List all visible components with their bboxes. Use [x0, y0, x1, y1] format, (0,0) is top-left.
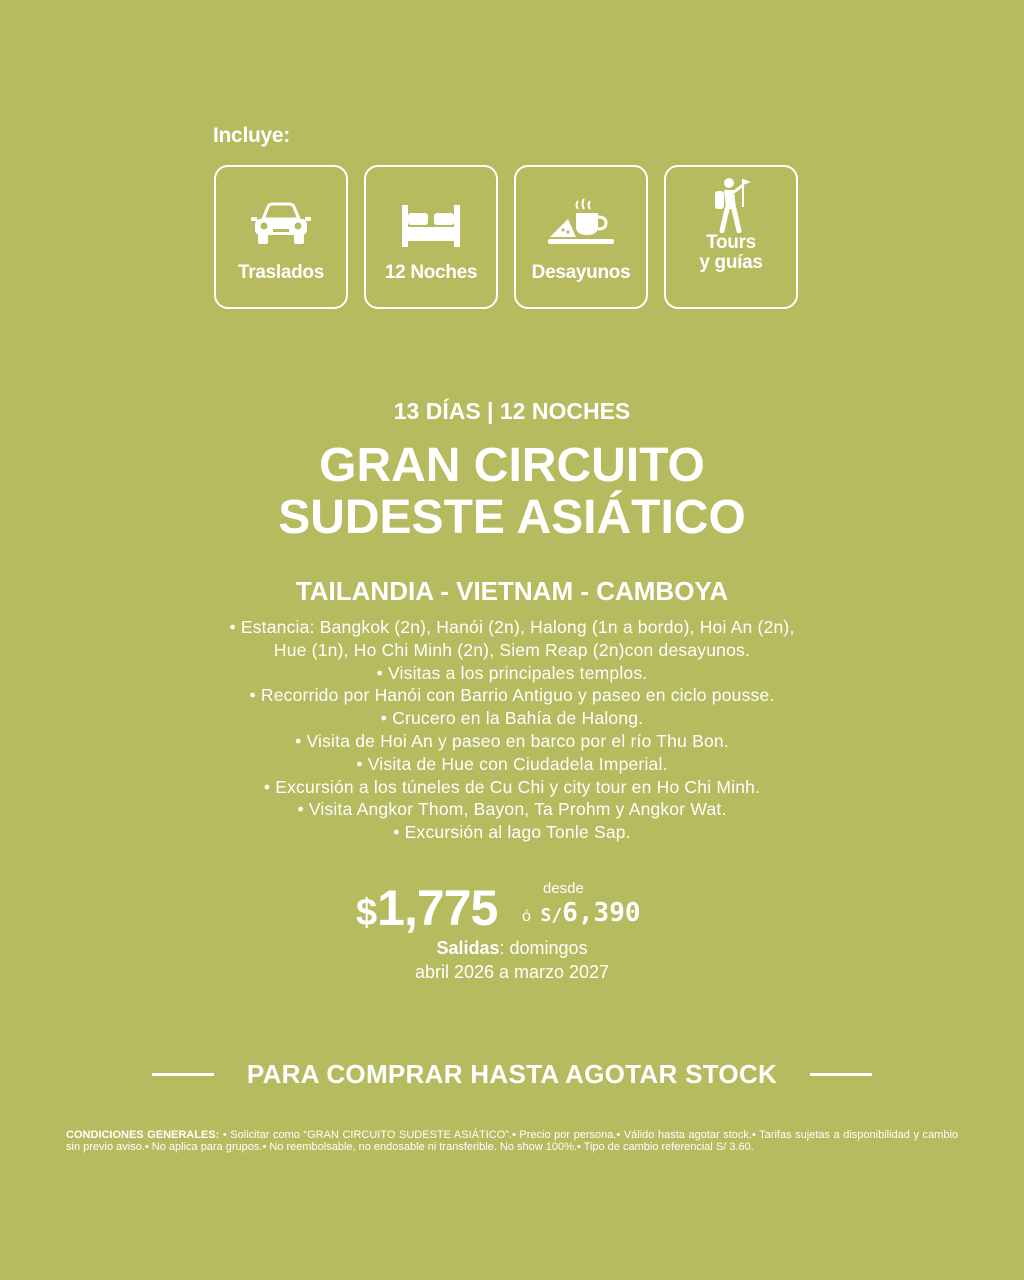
feature-line: • Excursión a los túneles de Cu Chi y city tour en Ho Chi Minh.: [263, 776, 761, 797]
price-usd-symbol: $: [356, 892, 378, 934]
feature-line: Hue (1n), Ho Chi Minh (2n), Siem Reap (2n)con desayunos.: [273, 639, 751, 660]
include-card-nights: [364, 165, 498, 309]
divider-right: [810, 1073, 872, 1076]
feature-line: • Visita Angkor Thom, Bayon, Ta Prohm y Angkor Wat.: [297, 799, 727, 820]
departures-days: : domingos: [499, 938, 588, 958]
price-block: [0, 878, 1024, 938]
trip-countries: TAILANDIA - VIETNAM - CAMBOYA: [295, 576, 729, 606]
include-card-breakfast: [514, 165, 648, 309]
include-label-nights: 12 Noches: [384, 262, 478, 283]
conditions-text: • Solicitar como “GRAN CIRCUITO SUDESTE ASIÁTICO”.• Precio por persona.• Válido hasta agotar stock.• Tarifas sujetas a disponibilidad y cambio sin previo aviso.• No aplica para grupos.• No reembolsable, no endosable ni transferible. No show 100%.• Tipo de cambio referencial S/ 3.60.: [66, 1129, 958, 1153]
include-card-transfers: [214, 165, 348, 309]
include-card-tours: [664, 165, 798, 309]
feature-line: • Crucero en la Bahía de Halong.: [380, 708, 644, 729]
trip-title: [0, 440, 1024, 544]
trip-duration: 13 DÍAS | 12 NOCHES: [393, 398, 631, 424]
price-pen: [522, 898, 641, 928]
departures-period: abril 2026 a marzo 2027: [414, 962, 610, 982]
feature-line: • Visita de Hue con Ciudadela Imperial.: [356, 753, 668, 774]
departures: [0, 936, 1024, 984]
trip-features: [0, 616, 1024, 844]
includes-cards: [214, 165, 798, 309]
bed-icon: [400, 171, 462, 249]
feature-line: • Excursión al lago Tonle Sap.: [393, 822, 631, 843]
departures-days-line: [0, 936, 1024, 960]
price-or: ó: [522, 908, 531, 925]
car-icon: [251, 171, 311, 249]
feature-line: • Visitas a los principales templos.: [376, 662, 648, 683]
include-label-breakfast: Desayunos: [531, 262, 631, 283]
trip-title-line2: SUDESTE ASIÁTICO: [278, 491, 746, 544]
breakfast-icon: [546, 171, 616, 249]
include-label-tours-line2: y guías: [699, 252, 763, 273]
price-usd-amount: 1,775: [377, 880, 498, 936]
include-label-transfers: Traslados: [237, 262, 324, 283]
feature-line: • Recorrido por Hanói con Barrio Antiguo y paseo en ciclo pousse.: [249, 685, 775, 706]
feature-line: • Estancia: Bangkok (2n), Hanói (2n), Halong (1n a bordo), Hoi An (2n),: [229, 617, 795, 637]
stock-notice-row: [152, 1056, 872, 1092]
price-pen-amount: 6,390: [562, 898, 641, 928]
price-pen-symbol: S/: [540, 905, 563, 926]
includes-label: Incluye:: [213, 124, 290, 147]
price-from-label: desde: [543, 880, 584, 897]
include-label-tours: [699, 233, 762, 273]
departures-label: Salidas: [436, 938, 500, 958]
general-conditions: [66, 1130, 958, 1153]
feature-line: • Visita de Hoi An y paseo en barco por el río Thu Bon.: [295, 730, 729, 751]
trip-title-line1: GRAN CIRCUITO: [319, 439, 705, 492]
hiker-icon: [709, 171, 753, 233]
conditions-label: CONDICIONES GENERALES:: [66, 1129, 220, 1141]
divider-left: [152, 1073, 214, 1076]
include-label-tours-line1: Tours: [706, 232, 756, 253]
stock-notice: PARA COMPRAR HASTA AGOTAR STOCK: [246, 1058, 778, 1089]
